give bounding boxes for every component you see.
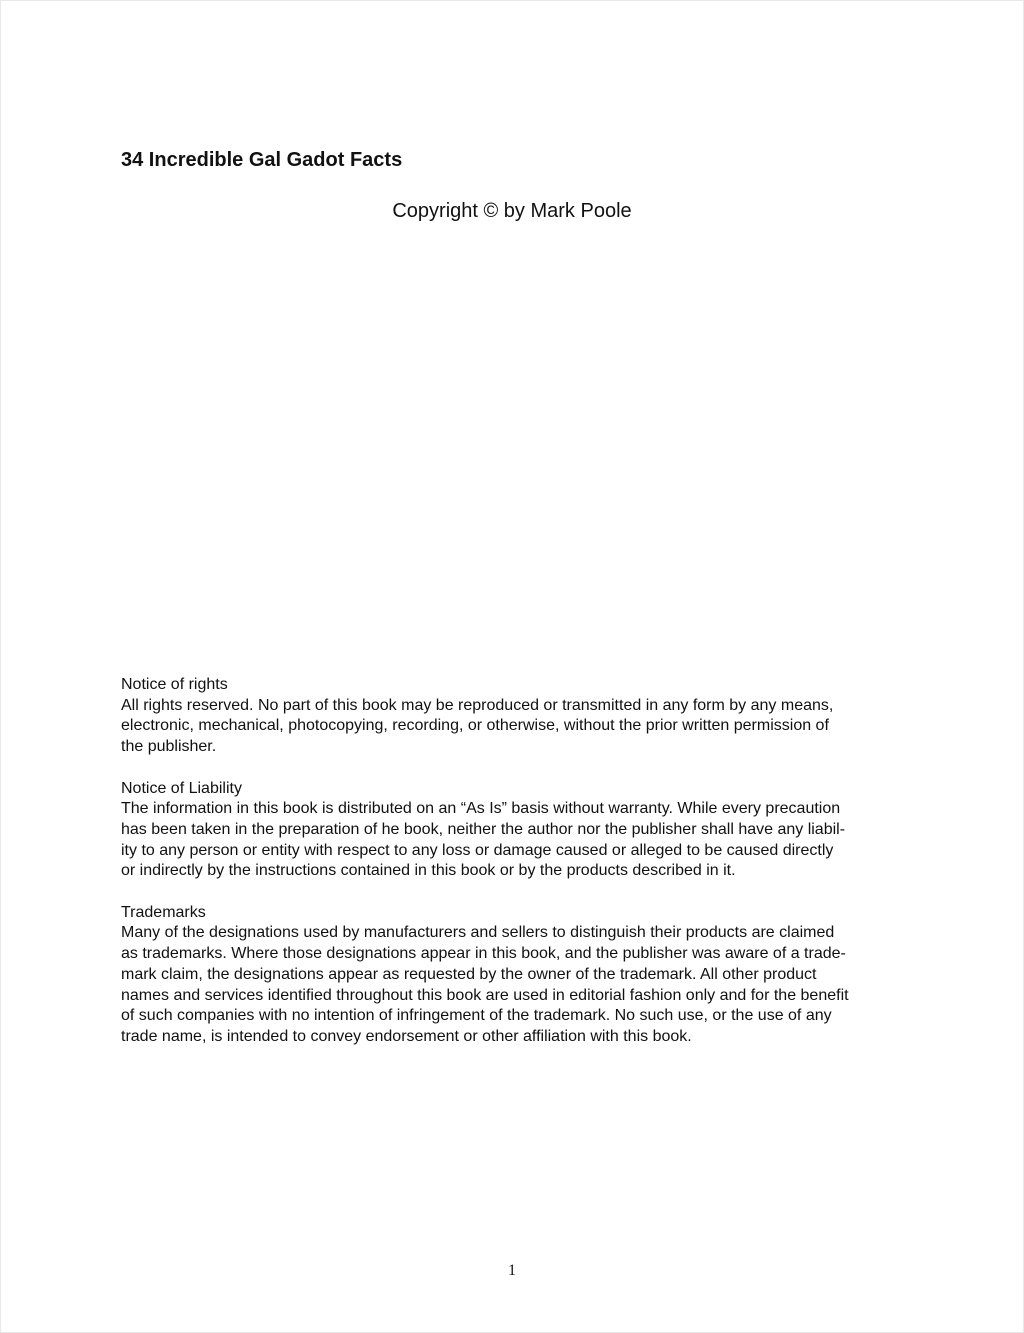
notice-body <box>121 696 911 758</box>
notice-body <box>121 799 911 882</box>
copyright-line: Copyright © by Mark Poole <box>392 200 632 222</box>
notice-of-rights <box>121 675 911 758</box>
notice-line: trade name, is intended to convey endorsement or other affiliation with this book. <box>121 1027 692 1045</box>
notice-line: names and services identified throughout this book are used in editorial fashion only and for the benefit <box>121 986 849 1004</box>
notice-trademarks <box>121 903 911 1048</box>
book-title: 34 Incredible Gal Gadot Facts <box>121 149 403 171</box>
notice-line: of such companies with no intention of infringement of the trademark. No such use, or the use of any <box>121 1007 832 1025</box>
notice-heading: Notice of Liability <box>121 779 242 797</box>
notice-heading: Trademarks <box>121 903 206 921</box>
notice-line: has been taken in the preparation of he book, neither the author nor the publisher shall have any liabil- <box>121 820 846 838</box>
notice-line: as trademarks. Where those designations appear in this book, and the publisher was aware of a trade- <box>121 945 846 963</box>
notice-line: Many of the designations used by manufacturers and sellers to distinguish their products are claimed <box>121 924 835 942</box>
notice-line: electronic, mechanical, photocopying, recording, or otherwise, without the prior written permission of <box>121 717 829 735</box>
notice-line: The information in this book is distributed on an “As Is” basis without warranty. While every precaution <box>121 800 841 818</box>
notice-body <box>121 923 911 1047</box>
notice-of-liability <box>121 779 911 883</box>
page-number: 1 <box>508 1262 516 1279</box>
notice-line: the publisher. <box>121 738 217 756</box>
notice-heading: Notice of rights <box>121 676 228 693</box>
notice-line: mark claim, the designations appear as requested by the owner of the trademark. All other product <box>121 965 817 983</box>
notice-line: All rights reserved. No part of this book may be reproduced or transmitted in any form by any means, <box>121 696 834 714</box>
notice-line: or indirectly by the instructions contained in this book or by the products described in it. <box>121 862 736 880</box>
notice-line: ity to any person or entity with respect to any loss or damage caused or alleged to be caused directly <box>121 841 834 859</box>
legal-notices <box>121 675 911 1068</box>
